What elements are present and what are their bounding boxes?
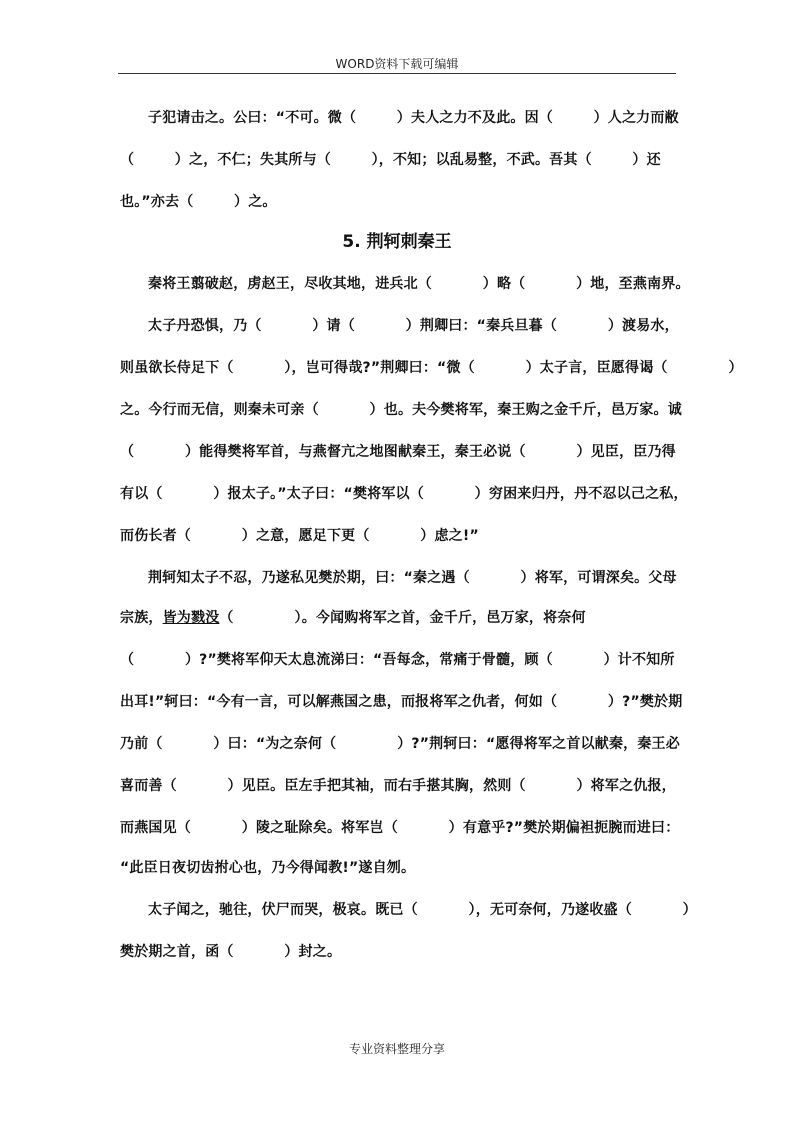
text-line: 之。今行而无信，则秦未可亲（ ）也。夫今樊将军，秦王购之金千斤，邑万家。诚 [120, 402, 682, 418]
text-line: 喜而善（ ）见臣。臣左手把其袖，而右手揕其胸，然则（ ）将军之仇报， [120, 778, 676, 794]
text-line: 太子丹恐惧，乃（ ）请（ ）荆卿曰：“秦兵旦暮（ ）渡易水， [148, 318, 679, 334]
underlined-phrase: 皆为戮没 [162, 610, 220, 626]
text-line: 则虽欲长侍足下（ ），岂可得哉?”荆卿曰：“微（ ）太子言，臣愿得谒（ ） [120, 360, 743, 376]
text-line: 子犯请击之。公曰：“不可。微（ ）夫人之力不及此。因（ ）人之力而敝 [148, 110, 679, 126]
page-footer: 专业资料整理分享 [348, 1042, 445, 1056]
text-line: 荆轲知太子不忍，乃遂私见樊於期，曰：“秦之遇（ ）将军，可谓深矣。父母 [148, 570, 677, 586]
text-line: 秦将王翦破赵，虏赵王，尽收其地，进兵北（ ）略（ ）地，至燕南界。 [148, 276, 690, 292]
text-line: 樊於期之首，函（ ）封之。 [120, 944, 342, 960]
text-line: 出耳!”轲曰：“今有一言，可以解燕国之患，而报将军之仇者，何如（ ）?”樊於期 [120, 694, 683, 710]
text-line: 有以（ ）报太子。”太子曰：“樊将军以（ ）穷困来归丹，丹不忍以己之私， [120, 486, 688, 502]
text-line: 太子闻之，驰往，伏尸而哭，极哀。既已（ ），无可奈何，乃遂收盛（ ） [148, 902, 697, 918]
page-header: WORD资料下载可编辑 [335, 57, 459, 71]
text-line: （ ）能得樊将军首，与燕督亢之地图献秦王，秦王必说（ ）见臣，臣乃得 [120, 444, 676, 460]
text-line: 而燕国见（ ）陵之耻除矣。将军岂（ ）有意乎?”樊於期偏袒扼腕而进曰： [120, 820, 680, 836]
text-segment: 宗族， [120, 610, 163, 626]
text-line: 乃前（ ）曰：“为之奈何（ ）?”荆轲曰：“愿得将军之首以献秦，秦王必 [120, 736, 680, 752]
text-line: （ ）?”樊将军仰天太息流涕曰：“吾每念，常痛于骨髓，顾（ ）计不知所 [120, 652, 675, 668]
section-title: 5. 荆轲刺秦王 [342, 232, 452, 252]
text-line [120, 608, 586, 628]
header-rule [118, 73, 676, 74]
text-segment: （ ）。今闻购将军之首，金千斤，邑万家，将奈何 [219, 610, 586, 626]
text-line: 而伤长者（ ）之意，愿足下更（ ）虑之!” [120, 528, 479, 544]
text-line: （ ）之，不仁；失其所与（ ），不知；以乱易整，不武。吾其（ ）还 [120, 152, 661, 168]
text-line: 也。”亦去（ ）之。 [120, 194, 277, 210]
text-line: “此臣日夜切齿拊心也，乃今得闻教!”遂自刎。 [120, 860, 416, 876]
